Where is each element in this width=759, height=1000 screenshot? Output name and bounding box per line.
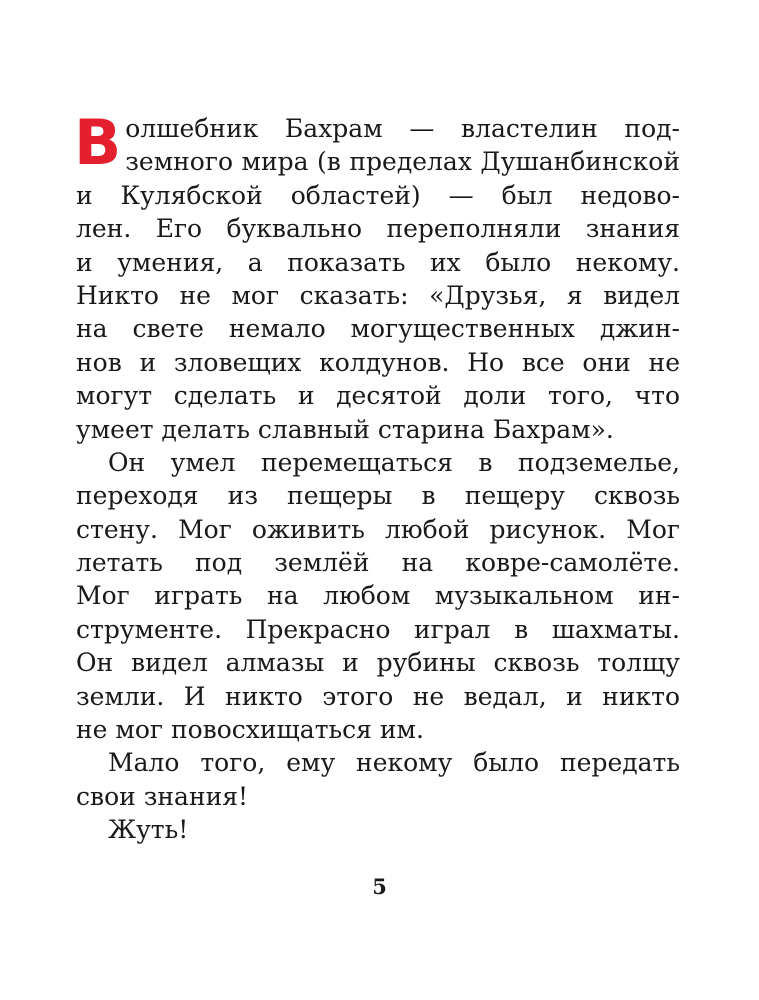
text-line: и умения, а показать их было некому.	[76, 247, 680, 277]
page-body	[74, 106, 680, 847]
page-number: 5	[372, 874, 387, 899]
text-line: Никто не мог сказать: «Друзья, я видел	[76, 280, 680, 310]
text-line: лен. Его буквально переполняли знания	[76, 214, 680, 244]
text-line: земли. И никто этого не ведал, и никто	[76, 681, 680, 711]
text-line: переходя из пещеры в пещеру сквозь	[76, 481, 680, 511]
text-line: Он видел алмазы и рубины сквозь толщу	[76, 648, 680, 678]
text-line: Он умел перемещаться в подземелье,	[108, 447, 680, 477]
text-line: олшебник Бахрам — властелин под-	[125, 114, 680, 143]
text-line: Мог играть на любом музыкальном ин-	[76, 581, 680, 611]
text-line: летать под землёй на ковре-самолёте.	[76, 548, 680, 578]
text-line: земного мира (в пределах Душанбинской	[125, 147, 680, 177]
text-line: Жуть!	[108, 815, 189, 845]
text-line: не мог повосхищаться им.	[76, 715, 424, 745]
text-line: свои знания!	[76, 781, 249, 811]
text-line: на свете немало могущественных джин-	[76, 314, 680, 344]
text-line: стену. Мог оживить любой рисунок. Мог	[76, 514, 680, 544]
text-line: нов и зловещих колдунов. Но все они не	[76, 347, 680, 377]
text-line: струменте. Прекрасно играл в шахматы.	[76, 614, 680, 644]
text-line: Мало того, ему некому было передать	[108, 748, 680, 778]
text-line: могут сделать и десятой доли того, что	[76, 381, 680, 411]
text-line: умеет делать славный старина Бахрам».	[76, 414, 614, 444]
text-line: и Кулябской областей) — был недово-	[76, 180, 680, 210]
drop-cap: В	[74, 106, 122, 179]
